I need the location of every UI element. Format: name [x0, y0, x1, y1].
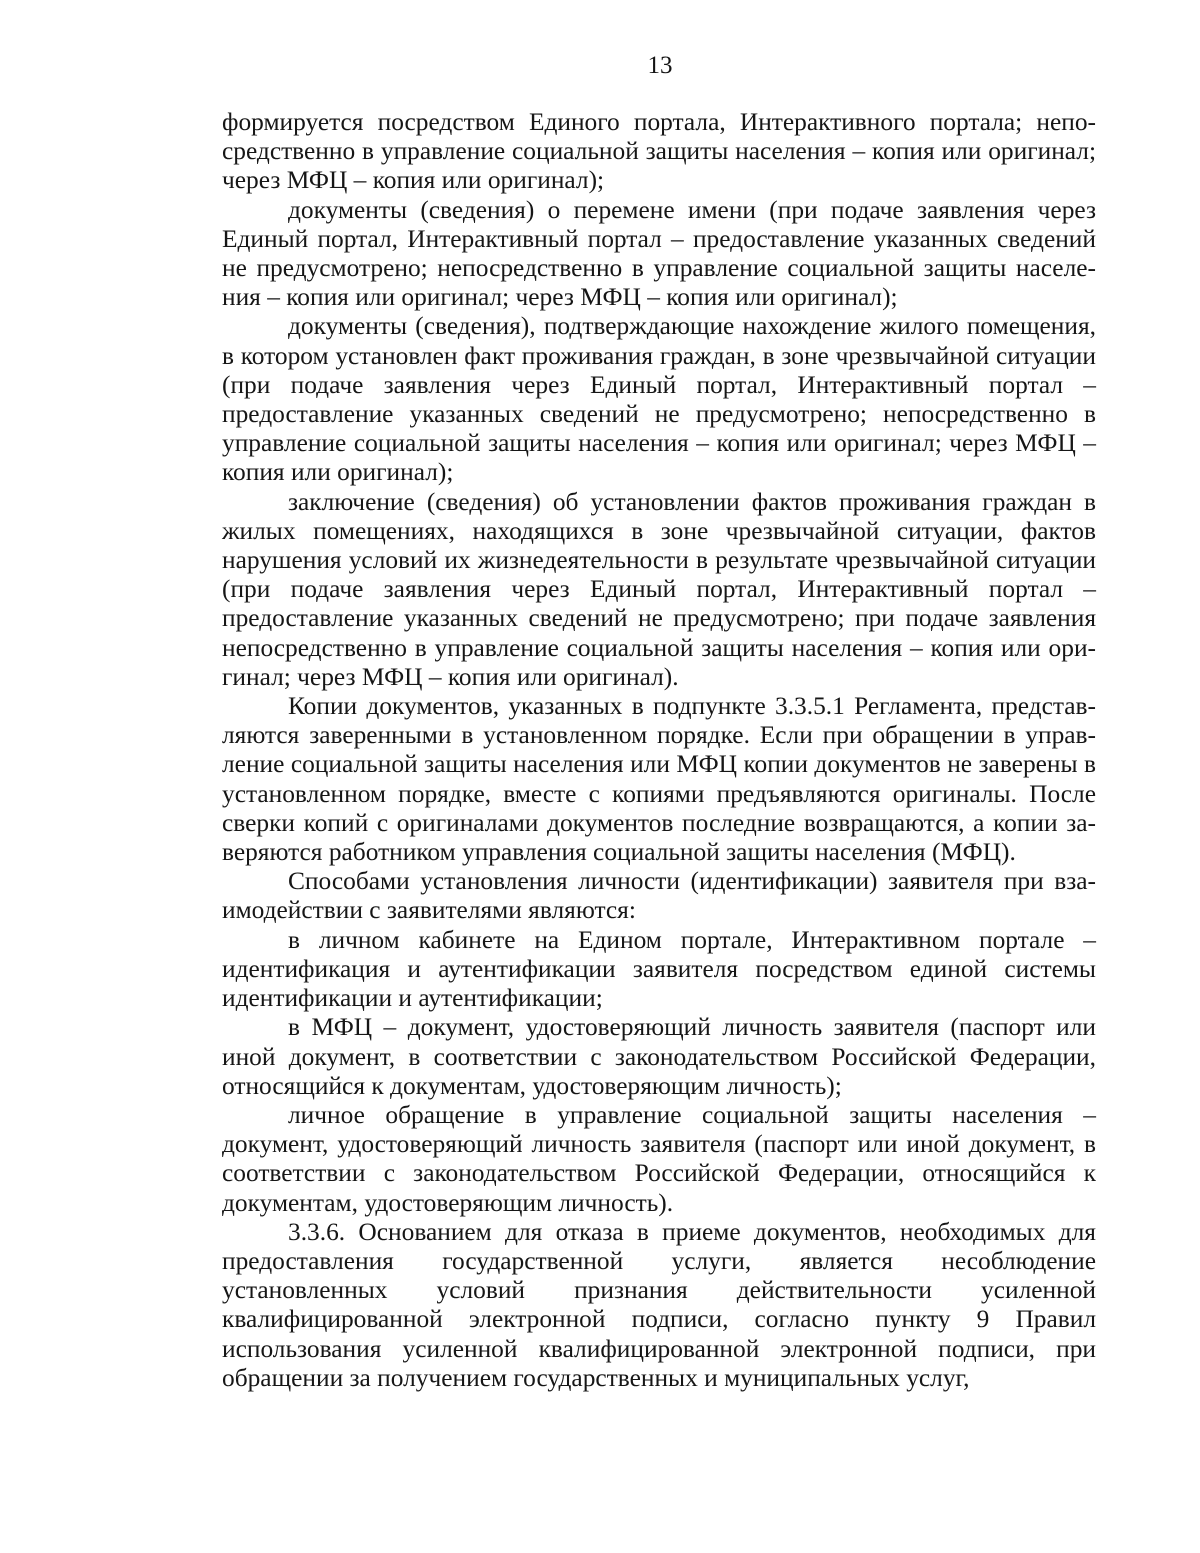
paragraph-mfc-identification: в МФЦ – документ, удостоверяющий личность заявителя (паспорт или иной документ, в соответствии с законодательством Российской Федерации, относящийся к документам, удостоверяющим личность); [222, 1013, 1096, 1100]
paragraph-residence-in-emergency-zone: документы (сведения), подтверждающие нахождение жилого помещения, в котором установлен факт проживания граждан, в зоне чрезвычайной ситуации (при подаче заявления через Единый портал, Интерактивный портал – предоставление указанных сведений не предусмотрено; непосредственно в управление социальной защиты населения – копия или оригинал; через МФЦ – копия или оригинал); [222, 312, 1096, 487]
paragraph-continuation: формируется посредством Единого портала, Интерактивного портала; непосредственно в управление социальной защиты населения – копия или оригинал; через МФЦ – копия или оригинал); [222, 108, 1096, 195]
paragraph-identification-methods: Способами установления личности (идентификации) заявителя при взаимодействии с заявителями являются: [222, 867, 1096, 925]
paragraph-personal-visit: личное обращение в управление социальной защиты населения – документ, удостоверяющий личность заявителя (паспорт или иной документ, в соответствии с законодательством Российской Федерации, относящийся к документам, удостоверяющим личность). [222, 1100, 1096, 1217]
document-body [222, 108, 1096, 1393]
paragraph-name-change-documents: документы (сведения) о перемене имени (при подаче заявления через Единый портал, Интерактивный портал – предоставление указанных сведений не предусмотрено; непосредственно в управление социальной защиты населения – копия или оригинал; через МФЦ – копия или оригинал); [222, 195, 1096, 312]
paragraph-residence-conclusion: заключение (сведения) об установлении фактов проживания граждан в жилых помещениях, находящихся в зоне чрезвычайной ситуации, фактов нарушения условий их жизнедеятельности в результате чрезвычайной ситуации (при подаче заявления через Единый портал, Интерактивный портал – предоставление указанных сведений не предусмотрено; при подаче заявления непосредственно в управление социальной защиты населения – копия или оригинал; через МФЦ – копия или оригинал). [222, 487, 1096, 691]
page-number: 13 [647, 52, 673, 79]
paragraph-3-3-6-refusal-grounds: 3.3.6. Основанием для отказа в приеме документов, необходимых для предоставления государственной услуги, является несоблюдение установленных условий признания действительности усиленной квалифицированной электронной подписи, согласно пункту 9 Правил использования усиленной квалифицированной электронной подписи, при обращении за получением государственных и муниципальных услуг, [222, 1217, 1096, 1392]
paragraph-document-copies: Копии документов, указанных в подпункте 3.3.5.1 Регламента, представляются заверенными в установленном порядке. Если при обращении в управление социальной защиты населения или МФЦ копии документов не заверены в установленном порядке, вместе с копиями предъявляются оригиналы. После сверки копий с оригиналами документов последние возвращаются, а копии заверяются работником управления социальной защиты населения (МФЦ). [222, 692, 1096, 867]
paragraph-personal-account: в личном кабинете на Едином портале, Интерактивном портале – идентификация и аутентификации заявителя посредством единой системы идентификации и аутентификации; [222, 925, 1096, 1013]
